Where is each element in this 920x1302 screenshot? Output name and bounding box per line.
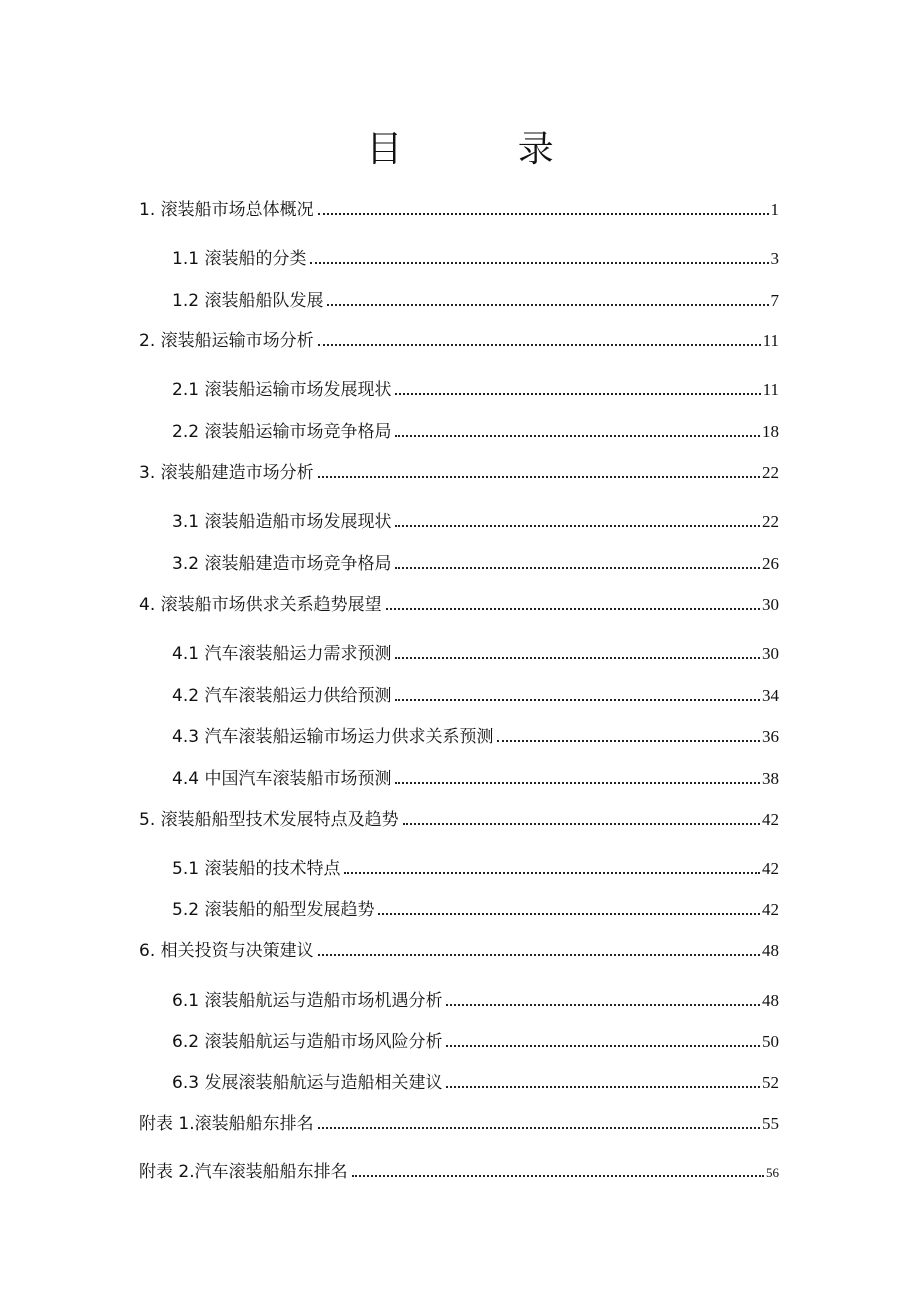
toc-page-number: 3 [770, 249, 779, 268]
toc-entry-label: 5. 滚装船船型技术发展特点及趋势 [139, 810, 399, 830]
dot-leader [318, 1127, 760, 1129]
toc-page-number: 18 [762, 422, 779, 441]
toc-entry-6-1[interactable] [172, 987, 779, 1015]
dot-leader [446, 1045, 760, 1047]
toc-entry-1-1[interactable] [172, 245, 779, 273]
dot-leader [318, 344, 761, 346]
toc-entry-3-1[interactable] [172, 508, 779, 536]
toc-entry-label: 6.1 滚装船航运与造船市场机遇分析 [172, 991, 443, 1011]
toc-entry-label: 1.2 滚装船船队发展 [172, 291, 324, 311]
toc-entry-label: 6.3 发展滚装船航运与造船相关建议 [172, 1073, 443, 1093]
toc-entry-5-2[interactable] [172, 896, 779, 924]
toc-entry-5[interactable] [139, 806, 779, 834]
toc-entry-label: 4.2 汽车滚装船运力供给预测 [172, 686, 392, 706]
toc-page-number: 1 [770, 200, 779, 219]
toc-entry-3[interactable] [139, 459, 779, 487]
toc-entry-2-2[interactable] [172, 418, 779, 446]
toc-page-number: 30 [762, 644, 779, 663]
toc-entry-label: 4. 滚装船市场供求关系趋势展望 [139, 595, 382, 615]
dot-leader [395, 657, 760, 659]
dot-leader [395, 525, 760, 527]
toc-entry-1-2[interactable] [172, 287, 779, 315]
toc-page-number: 42 [762, 859, 779, 878]
toc-page-number: 30 [762, 595, 779, 614]
dot-leader [497, 740, 760, 742]
toc-entry-6-2[interactable] [172, 1028, 779, 1056]
dot-leader [395, 435, 760, 437]
toc-page-number: 11 [762, 380, 779, 399]
toc-entry-label: 附表 1.滚装船船东排名 [139, 1114, 314, 1134]
toc-page-number: 55 [762, 1114, 779, 1133]
toc-page-number: 11 [762, 331, 779, 350]
toc-entry-label: 6. 相关投资与决策建议 [139, 941, 314, 961]
toc-entry-label: 3.1 滚装船造船市场发展现状 [172, 512, 392, 532]
toc-entry-label: 4.3 汽车滚装船运输市场运力供求关系预测 [172, 727, 494, 747]
dot-leader [378, 913, 760, 915]
toc-entry-4-2[interactable] [172, 682, 779, 710]
toc-entry-appendix-1[interactable] [139, 1110, 779, 1138]
dot-leader [446, 1004, 760, 1006]
toc-page-number: 56 [766, 1165, 779, 1180]
toc-entry-label: 2.1 滚装船运输市场发展现状 [172, 380, 392, 400]
toc-entry-3-2[interactable] [172, 550, 779, 578]
toc-entry-label: 4.1 汽车滚装船运力需求预测 [172, 644, 392, 664]
toc-page-number: 34 [762, 686, 779, 705]
toc-entry-label: 5.1 滚装船的技术特点 [172, 859, 341, 879]
dot-leader [318, 213, 769, 215]
toc-page-number: 26 [762, 554, 779, 573]
toc-page-number: 52 [762, 1073, 779, 1092]
toc-entry-6[interactable] [139, 937, 779, 965]
dot-leader [395, 782, 760, 784]
dot-leader [344, 872, 760, 874]
toc-entry-2[interactable] [139, 327, 779, 355]
toc-entry-label: 3. 滚装船建造市场分析 [139, 463, 314, 483]
toc-entry-4[interactable] [139, 591, 779, 619]
toc-entry-5-1[interactable] [172, 855, 779, 883]
toc-page-number: 22 [762, 463, 779, 482]
dot-leader [352, 1175, 764, 1177]
dot-leader [327, 304, 768, 306]
toc-page-number: 42 [762, 900, 779, 919]
toc-page-number: 42 [762, 810, 779, 829]
dot-leader [386, 608, 760, 610]
dot-leader [395, 567, 760, 569]
page-title: 目 录 [366, 129, 606, 170]
toc-entry-label: 2. 滚装船运输市场分析 [139, 331, 314, 351]
toc-entry-label: 6.2 滚装船航运与造船市场风险分析 [172, 1032, 443, 1052]
toc-entry-appendix-2[interactable] [139, 1158, 779, 1186]
dot-leader [403, 823, 760, 825]
toc-entry-label: 5.2 滚装船的船型发展趋势 [172, 900, 375, 920]
toc-entry-4-3[interactable] [172, 723, 779, 751]
toc-entry-label: 3.2 滚装船建造市场竞争格局 [172, 554, 392, 574]
toc-entry-label: 2.2 滚装船运输市场竞争格局 [172, 422, 392, 442]
toc-page-number: 36 [762, 727, 779, 746]
dot-leader [310, 262, 768, 264]
dot-leader [318, 476, 760, 478]
toc-page-number: 38 [762, 769, 779, 788]
dot-leader [318, 954, 760, 956]
toc-page-number: 7 [770, 291, 779, 310]
dot-leader [395, 393, 760, 395]
dot-leader [395, 699, 760, 701]
toc-entry-4-4[interactable] [172, 765, 779, 793]
toc-page-number: 48 [762, 991, 779, 1010]
toc-entry-label: 附表 2.汽车滚装船船东排名 [139, 1162, 348, 1182]
dot-leader [446, 1086, 760, 1088]
toc-entry-1[interactable] [139, 196, 779, 224]
toc-entry-2-1[interactable] [172, 376, 779, 404]
toc-page-number: 48 [762, 941, 779, 960]
toc-entry-label: 1.1 滚装船的分类 [172, 249, 307, 269]
toc-entry-label: 1. 滚装船市场总体概况 [139, 200, 314, 220]
toc-entry-6-3[interactable] [172, 1069, 779, 1097]
toc-entry-label: 4.4 中国汽车滚装船市场预测 [172, 769, 392, 789]
toc-page-number: 22 [762, 512, 779, 531]
toc-page-number: 50 [762, 1032, 779, 1051]
toc-entry-4-1[interactable] [172, 640, 779, 668]
